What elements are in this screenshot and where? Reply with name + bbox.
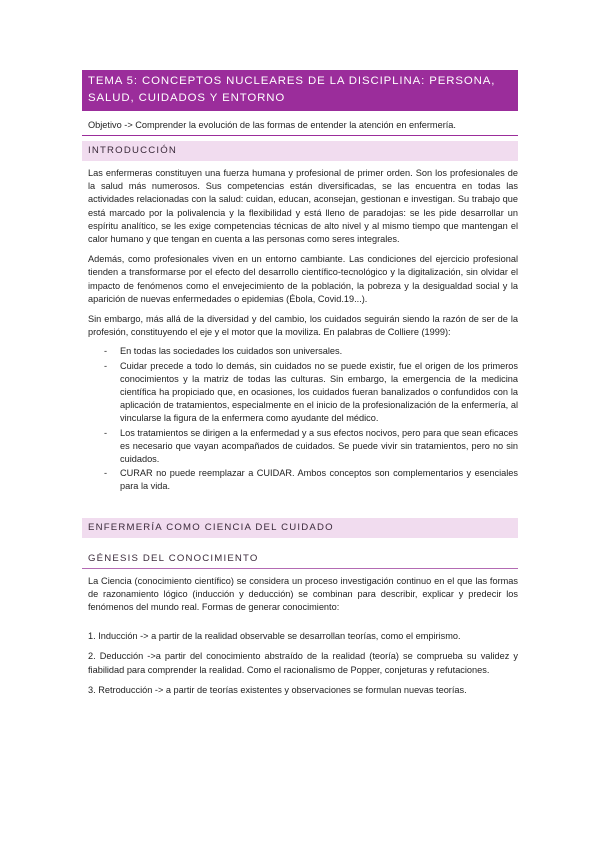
list-item-text: Cuidar precede a todo lo demás, sin cuidados no se puede existir, fue el origen de los primeros conocimientos y la matriz de todas las culturas. Sin embargo, la emergencia de la medicina científica ha propiciado que, en ocasiones, los cuidados fueran banalizados o confundidos con la aplicación de tratamientos, especialmente en el inicio de la profesionalización de la enfermería, al vincularse la figura de la enfermera como ayudante del médico. xyxy=(120,360,518,424)
section-heading-ciencia-del-cuidado: ENFERMERÍA COMO CIENCIA DEL CUIDADO xyxy=(82,518,518,538)
subheading-genesis: GÉNESIS DEL CONOCIMIENTO xyxy=(82,552,518,569)
bullet-dash: - xyxy=(104,346,108,357)
intro-paragraph-1: Las enfermeras constituyen una fuerza humana y profesional de primer orden. Son los profesionales de la salud más numerosos. Sus competencias están diversificadas, se las encuentra en todas las actividades relacionadas con la salud: cuidan, educan, aconsejan, gestionan e investigan. Su trabajo que está marcado por la polivalencia y la flexibilidad y está lleno de paradojas: se les pide desarrollar un espíritu analítico, se les exige competencias técnicas de alto nivel y al mismo tiempo que mantengan el calor humano y que tengan en cuenta a las personas como seres integrales. xyxy=(88,168,518,245)
numbered-item-induccion: 1. Inducción -> a partir de la realidad observable se desarrollan teorías, como el empirismo. xyxy=(88,631,461,642)
document-page xyxy=(82,70,518,697)
list-item xyxy=(82,467,518,493)
objective-text: Objetivo -> Comprender la evolución de las formas de entender la atención en enfermería. xyxy=(82,119,518,136)
section-heading-introduccion: INTRODUCCIÓN xyxy=(82,141,518,161)
title-line-2: SALUD, CUIDADOS Y ENTORNO xyxy=(88,92,286,104)
bullet-dash: - xyxy=(104,427,108,438)
science-paragraph: La Ciencia (conocimiento científico) se considera un proceso investigación continuo en el que las formas de razonamiento lógico (inducción y deducción) se combinan para describir, explicar y predecir los fenómenos del mundo real. Formas de generar conocimiento: xyxy=(88,575,518,613)
title-line-1: TEMA 5: CONCEPTOS NUCLEARES DE LA DISCIPLINA: PERSONA, xyxy=(88,75,496,87)
numbered-item-deduccion: 2. Deducción ->a partir del conocimiento abstraído de la realidad (teoría) se comprueba su validez y fiabilidad para comprender la realidad. Como el racionalismo de Popper, conjeturas y refutaciones. xyxy=(88,651,518,675)
colliere-bullet-list xyxy=(82,345,518,493)
bullet-dash: - xyxy=(104,360,108,371)
intro-paragraph-3: Sin embargo, más allá de la diversidad y del cambio, los cuidados seguirán siendo la razón de ser de la profesión, constituyendo el eje y el motor que la moviliza. En palabras de Colliere (1999): xyxy=(88,314,518,338)
list-item-text: En todas las sociedades los cuidados son universales. xyxy=(120,346,343,357)
bullet-dash: - xyxy=(104,468,108,479)
list-item xyxy=(82,345,518,358)
intro-paragraph-2: Además, como profesionales viven en un entorno cambiante. Las condiciones del ejercicio profesional tienden a transformarse por el efecto del desarrollo científico-tecnológico y la digitalización, sin olvidar el impacto de fenómenos como el envejecimiento de la población, la pobreza y la desigualdad social y la aparición de nuevas enfermedades o epidemias (Ébola, Covid.19...). xyxy=(88,254,518,304)
list-item xyxy=(82,360,518,426)
list-item-text: Los tratamientos se dirigen a la enfermedad y a sus efectos nocivos, pero para que sean eficaces es necesario que vayan acompañados de cuidados. Se puede vivir sin tratamientos, pero no sin cuidados. xyxy=(120,427,518,465)
document-title xyxy=(82,70,518,111)
numbered-item-retroduccion: 3. Retroducción -> a partir de teorías existentes y observaciones se formulan nuevas teorías. xyxy=(88,684,467,695)
list-item-text: CURAR no puede reemplazar a CUIDAR. Ambos conceptos son complementarios y esenciales para la vida. xyxy=(120,468,518,492)
list-item xyxy=(82,427,518,467)
